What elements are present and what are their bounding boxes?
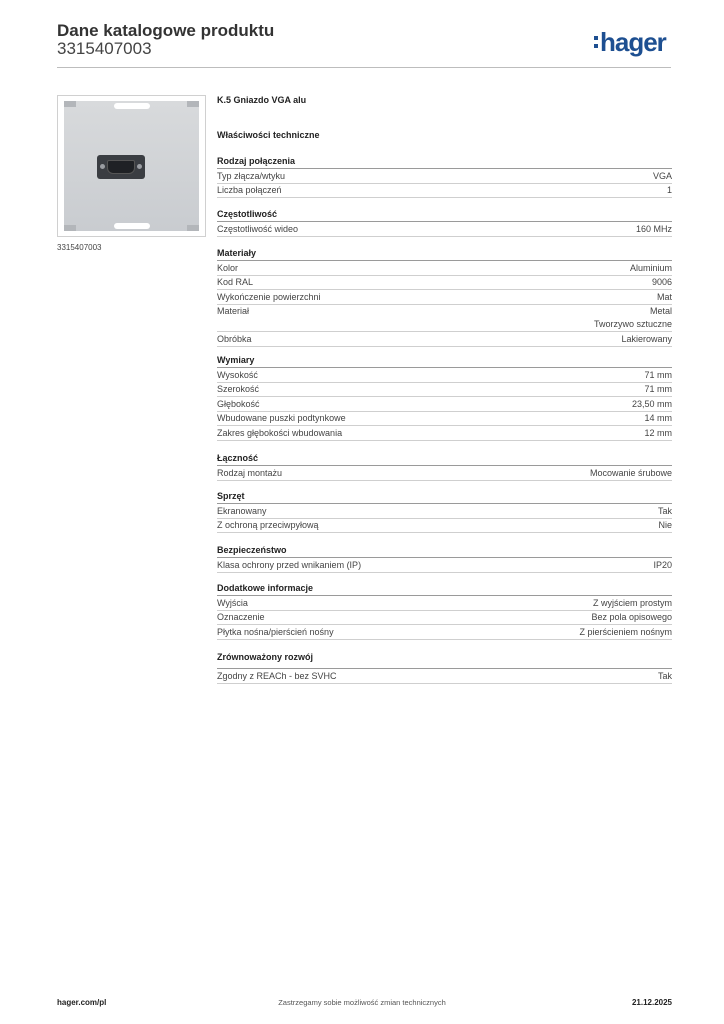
- row-value: IP20: [653, 559, 672, 570]
- row-value: 71 mm: [644, 369, 672, 380]
- table-row: [217, 368, 672, 383]
- section-title: Częstotliwość: [217, 207, 672, 222]
- row-label: Wbudowane puszki podtynkowe: [217, 413, 346, 423]
- section-connectivity: [217, 451, 672, 481]
- row-label: Zakres głębokości wbudowania: [217, 427, 343, 438]
- section-additional-info: [217, 581, 672, 640]
- row-label: Rodzaj montażu: [217, 467, 283, 478]
- page-title: Dane katalogowe produktu: [57, 21, 275, 40]
- row-label: Szerokość: [217, 384, 260, 394]
- table-row: [217, 261, 672, 276]
- row-label: Zgodny z REACh - bez SVHC: [217, 670, 337, 681]
- row-label: Głębokość: [217, 398, 260, 409]
- row-value: Lakierowany: [621, 333, 672, 344]
- row-label: Kod RAL: [217, 277, 254, 287]
- row-label: Częstotliwość wideo: [217, 223, 299, 234]
- row-value: 71 mm: [644, 384, 672, 394]
- product-number: 3315407003: [57, 39, 152, 58]
- row-value: Tak: [657, 670, 672, 681]
- section-frequency: [217, 207, 672, 237]
- section-dimensions: [217, 353, 672, 441]
- row-label: Wysokość: [217, 369, 258, 380]
- section-title: Wymiary: [217, 353, 672, 368]
- section-title: Łączność: [217, 451, 672, 466]
- row-label: Wyjścia: [217, 597, 248, 608]
- row-value: 14 mm: [644, 413, 672, 423]
- table-row: [217, 625, 672, 640]
- table-row: [217, 397, 672, 412]
- header-divider: [57, 67, 671, 68]
- table-row: [217, 466, 672, 481]
- logo-text: hager: [600, 27, 666, 57]
- table-row: [217, 305, 672, 333]
- row-value: Bez pola opisowego: [591, 612, 672, 622]
- row-value: Mocowanie śrubowe: [589, 467, 672, 478]
- row-label: Materiał: [217, 306, 250, 316]
- table-row: [217, 169, 672, 184]
- table-row: [217, 276, 672, 291]
- row-value: VGA: [652, 170, 672, 181]
- row-value: Z pierścieniem nośnym: [579, 626, 672, 637]
- table-row: [217, 222, 672, 237]
- section-title: Dodatkowe informacje: [217, 581, 672, 596]
- footer-website: hager.com/pl: [57, 998, 107, 1007]
- section-materials: [217, 246, 672, 347]
- row-value: 12 mm: [644, 427, 672, 438]
- technical-properties-heading: Właściwości techniczne: [217, 130, 320, 140]
- section-safety: [217, 543, 672, 573]
- row-value: Aluminium: [629, 262, 672, 273]
- image-caption: 3315407003: [57, 243, 102, 252]
- hager-logo: [594, 27, 666, 57]
- section-sustainability: [217, 650, 672, 684]
- row-label: Klasa ochrony przed wnikaniem (IP): [217, 559, 362, 570]
- table-row: [217, 332, 672, 347]
- vga-socket-plate-icon: [64, 101, 199, 231]
- section-title: Materiały: [217, 246, 672, 261]
- row-value: Metal Tworzywo sztuczne: [593, 306, 672, 329]
- row-label: Kolor: [217, 262, 239, 273]
- row-value: Tak: [657, 505, 672, 516]
- table-row: [217, 504, 672, 519]
- section-title: Bezpieczeństwo: [217, 543, 672, 558]
- table-row: [217, 383, 672, 398]
- row-label: Liczba połączeń: [217, 185, 282, 195]
- table-row: [217, 184, 672, 199]
- table-row: [217, 558, 672, 573]
- footer-disclaimer: Zastrzegamy sobie możliwość zmian technicznych: [278, 998, 446, 1007]
- row-label: Typ złącza/wtyku: [217, 170, 286, 181]
- row-label: Obróbka: [217, 333, 252, 344]
- row-label: Oznaczenie: [217, 612, 265, 622]
- row-value: 23,50 mm: [631, 398, 672, 409]
- table-row: [217, 611, 672, 626]
- section-title: Rodzaj połączenia: [217, 154, 672, 169]
- table-row: [217, 290, 672, 305]
- section-title: Zrównoważony rozwój: [217, 650, 672, 669]
- row-label: Ekranowany: [217, 505, 267, 516]
- footer-date: 21.12.2025: [631, 998, 672, 1007]
- table-row: [217, 596, 672, 611]
- section-hardware: [217, 489, 672, 533]
- logo-dots-icon: [594, 34, 598, 50]
- row-value: 1: [666, 185, 672, 195]
- section-title: Sprzęt: [217, 489, 672, 504]
- table-row: [217, 519, 672, 534]
- row-value: Nie: [658, 520, 672, 530]
- row-value: Mat: [656, 291, 672, 302]
- row-value: Z wyjściem prostym: [592, 597, 672, 608]
- vga-connector-icon: [97, 155, 145, 179]
- row-label: Wykończenie powierzchni: [217, 291, 321, 302]
- row-label: Płytka nośna/pierścień nośny: [217, 626, 334, 637]
- table-row: [217, 669, 672, 684]
- row-label: Z ochroną przeciwpyłową: [217, 520, 319, 530]
- product-image: [57, 95, 206, 237]
- row-value: 9006: [651, 277, 672, 287]
- table-row: [217, 426, 672, 441]
- section-connection-type: [217, 154, 672, 198]
- product-name: K.5 Gniazdo VGA alu: [217, 95, 307, 105]
- row-value: 160 MHz: [635, 223, 672, 234]
- table-row: [217, 412, 672, 427]
